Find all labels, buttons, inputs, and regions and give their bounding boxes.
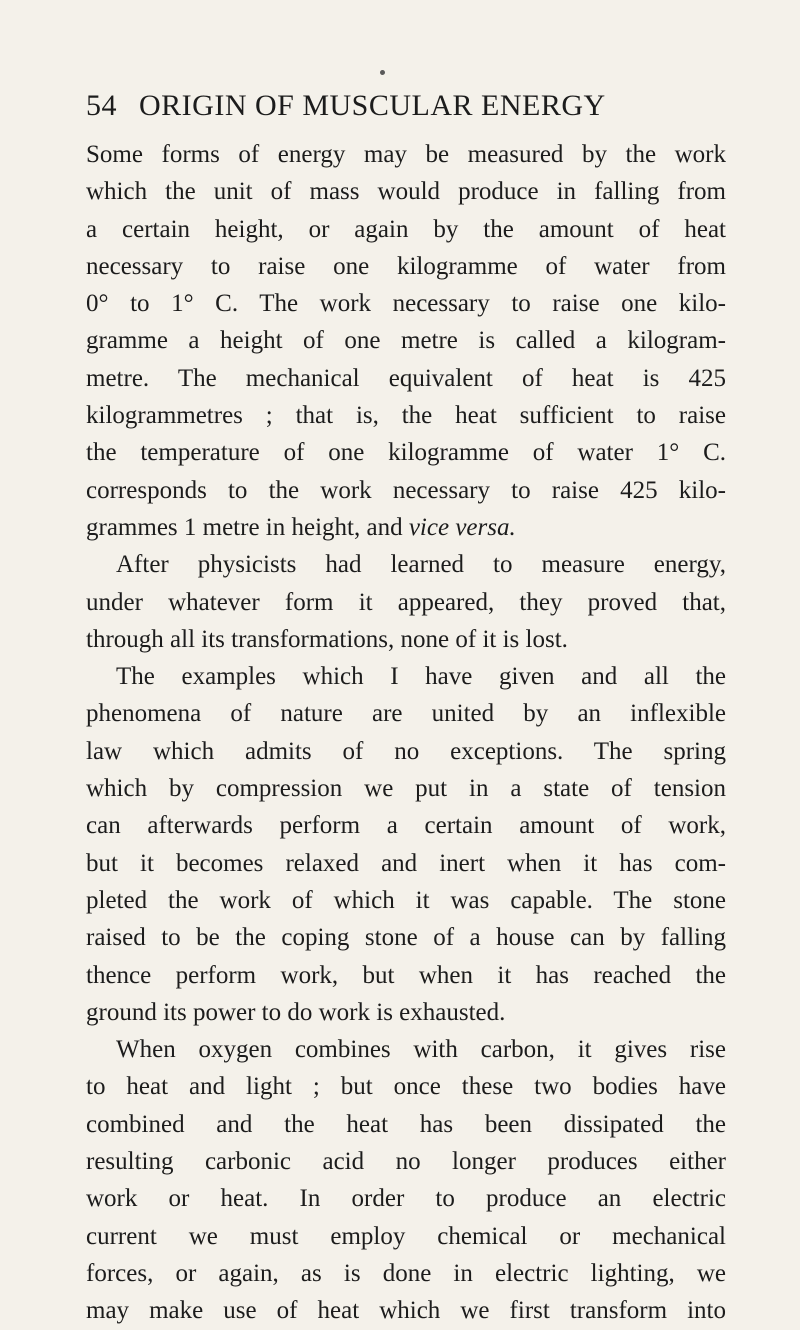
text-line bbox=[86, 1143, 726, 1180]
text-line-content: forces, or again, as is done in electric lighting, we bbox=[86, 1259, 726, 1287]
text-line bbox=[86, 472, 726, 509]
text-line-content: through all its transformations, none of it is lost. bbox=[86, 625, 568, 653]
text-line bbox=[86, 434, 726, 471]
text-line-content: kilogrammetres ; that is, the heat sufficient to raise bbox=[86, 402, 726, 430]
text-line-content: gramme a height of one metre is called a kilogram- bbox=[86, 327, 726, 355]
text-line bbox=[86, 733, 726, 770]
text-line bbox=[86, 658, 726, 695]
text-line bbox=[86, 397, 726, 434]
page-number: 54 bbox=[86, 89, 117, 122]
text-line-content: metre. The mechanical equivalent of heat is 425 bbox=[86, 364, 726, 392]
text-line bbox=[86, 807, 726, 844]
text-line bbox=[86, 1218, 726, 1255]
text-line bbox=[86, 136, 726, 173]
text-line bbox=[86, 1068, 726, 1105]
italic-phrase: vice versa. bbox=[408, 513, 516, 541]
text-line-content: law which admits of no exceptions. The spring bbox=[86, 737, 726, 765]
text-line bbox=[86, 584, 726, 621]
text-line bbox=[86, 1292, 726, 1329]
text-line bbox=[86, 1106, 726, 1143]
text-line-content: necessary to raise one kilogramme of water from bbox=[86, 252, 726, 280]
running-head bbox=[86, 84, 726, 128]
text-line bbox=[86, 285, 726, 322]
text-line-content: a certain height, or again by the amount of heat bbox=[86, 215, 726, 243]
text-line bbox=[86, 509, 726, 546]
text-line-content: resulting carbonic acid no longer produces either bbox=[86, 1148, 726, 1176]
text-line bbox=[86, 919, 726, 956]
text-line-content: work or heat. In order to produce an electric bbox=[86, 1185, 726, 1213]
text-line-content: pleted the work of which it was capable. The stone bbox=[86, 886, 726, 914]
printer-mark bbox=[380, 70, 385, 75]
text-line bbox=[86, 882, 726, 919]
text-line-content: ground its power to do work is exhausted. bbox=[86, 998, 506, 1026]
text-line bbox=[86, 695, 726, 732]
text-line-content: grammes 1 metre in height, and bbox=[86, 513, 409, 541]
text-line bbox=[86, 1031, 726, 1068]
text-line-content: combined and the heat has been dissipated the bbox=[86, 1110, 726, 1138]
text-line-content: The examples which I have given and all the bbox=[116, 663, 726, 691]
text-line bbox=[86, 621, 726, 658]
text-line-content: When oxygen combines with carbon, it gives rise bbox=[116, 1036, 726, 1064]
text-line-content: which by compression we put in a state of tension bbox=[86, 775, 726, 803]
text-line bbox=[86, 770, 726, 807]
text-line bbox=[86, 546, 726, 583]
text-line-content: Some forms of energy may be measured by the work bbox=[86, 141, 726, 168]
text-line bbox=[86, 957, 726, 994]
text-line-content: current we must employ chemical or mechanical bbox=[86, 1222, 726, 1250]
text-line-content: under whatever form it appeared, they proved that, bbox=[86, 588, 726, 616]
text-line-content: 0° to 1° C. The work necessary to raise one kilo- bbox=[86, 290, 726, 318]
text-line bbox=[86, 173, 726, 210]
text-line-content: which the unit of mass would produce in falling from bbox=[86, 178, 726, 206]
text-line bbox=[86, 211, 726, 248]
text-line-content: but it becomes relaxed and inert when it has com- bbox=[86, 849, 726, 877]
text-line-content: corresponds to the work necessary to raise 425 kilo- bbox=[86, 476, 726, 504]
chapter-title: ORIGIN OF MUSCULAR ENERGY bbox=[139, 89, 606, 122]
text-line bbox=[86, 248, 726, 285]
text-line-content: can afterwards perform a certain amount of work, bbox=[86, 812, 726, 840]
text-line bbox=[86, 1255, 726, 1292]
text-line bbox=[86, 994, 726, 1031]
text-line-content: After physicists had learned to measure energy, bbox=[116, 551, 726, 579]
text-line bbox=[86, 845, 726, 882]
text-line-content: raised to be the coping stone of a house can by falling bbox=[86, 924, 726, 952]
text-line bbox=[86, 1180, 726, 1217]
text-line-content: thence perform work, but when it has reached the bbox=[86, 961, 726, 989]
text-line-content: to heat and light ; but once these two bodies have bbox=[86, 1073, 726, 1101]
text-line-content: phenomena of nature are united by an inflexible bbox=[86, 700, 726, 728]
text-line bbox=[86, 360, 726, 397]
text-line bbox=[86, 322, 726, 359]
text-line-content: may make use of heat which we first transform into bbox=[86, 1297, 726, 1325]
body-text bbox=[86, 136, 726, 1330]
text-line-content: the temperature of one kilogramme of water 1° C. bbox=[86, 439, 726, 467]
